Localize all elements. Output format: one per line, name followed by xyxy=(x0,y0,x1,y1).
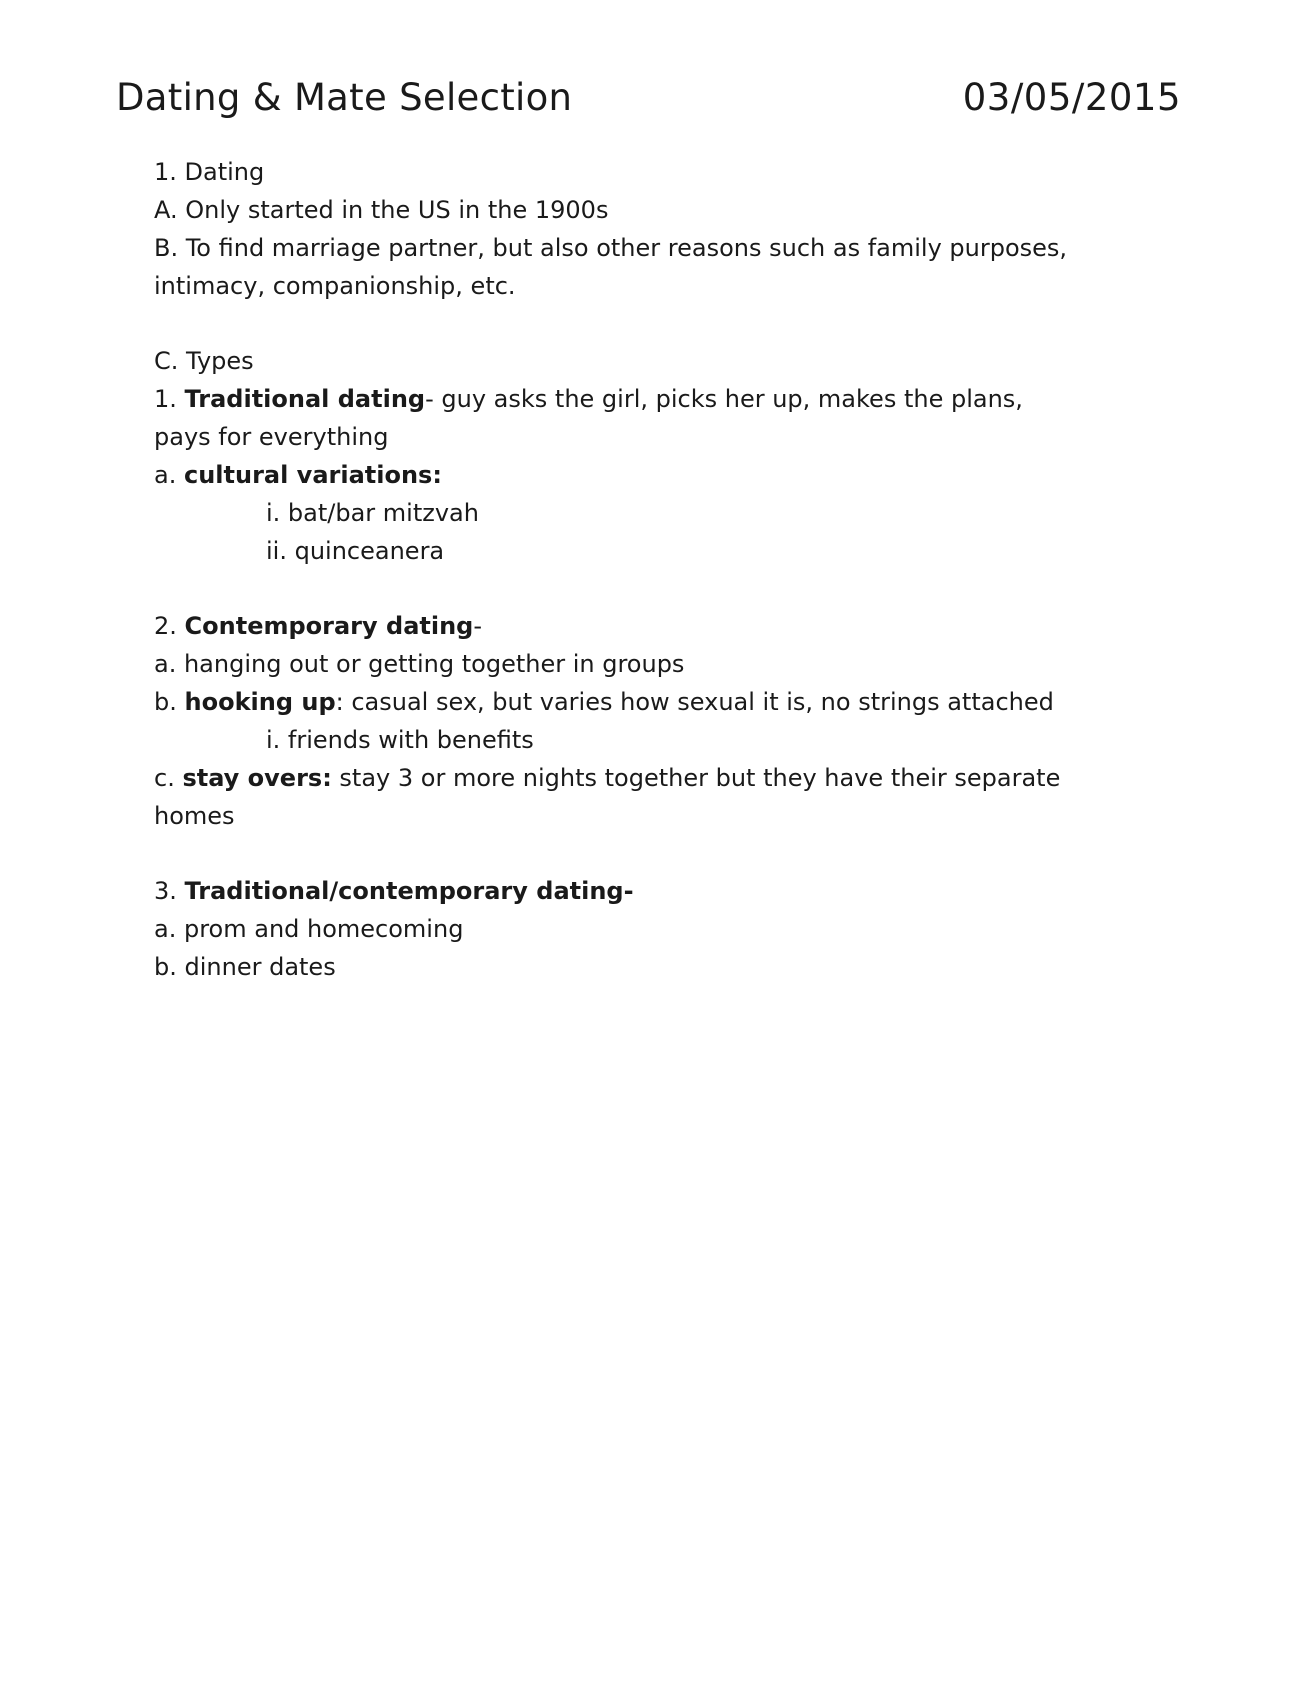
note-bold-term: Traditional/contemporary dating- xyxy=(184,877,634,905)
note-line: intimacy, companionship, etc. xyxy=(154,272,516,300)
note-line: pays for everything xyxy=(154,423,389,451)
note-line: C. Types xyxy=(154,347,254,375)
note-line: b. dinner dates xyxy=(154,953,336,981)
note-line-indented: i. bat/bar mitzvah xyxy=(266,499,479,527)
note-prefix: a. xyxy=(154,461,184,489)
note-line xyxy=(154,872,1154,910)
note-line xyxy=(154,380,1154,418)
note-text: : casual sex, but varies how sexual it is, no strings attached xyxy=(335,688,1054,716)
note-bold-term: hooking up xyxy=(184,688,336,716)
note-line-indented: i. friends with benefits xyxy=(266,726,534,754)
note-bold-term: Traditional dating xyxy=(184,385,426,413)
note-text: - guy asks the girl, picks her up, makes the plans, xyxy=(425,385,1023,413)
note-bold-term: stay overs: xyxy=(182,764,332,792)
note-line: A. Only started in the US in the 1900s xyxy=(154,196,609,224)
page-title: Dating & Mate Selection xyxy=(116,76,573,119)
note-prefix: 2. xyxy=(154,612,185,640)
note-prefix: 3. xyxy=(154,877,185,905)
notes-body xyxy=(154,153,1154,986)
note-line xyxy=(154,683,1154,721)
note-line xyxy=(154,456,1154,494)
note-line: a. prom and homecoming xyxy=(154,915,464,943)
note-line xyxy=(154,759,1154,797)
note-line: homes xyxy=(154,802,235,830)
page-date: 03/05/2015 xyxy=(962,76,1181,119)
note-line-indented: ii. quinceanera xyxy=(266,537,445,565)
note-line: a. hanging out or getting together in groups xyxy=(154,650,685,678)
note-text: - xyxy=(473,612,483,640)
paragraph-gap xyxy=(154,305,1154,342)
note-text: stay 3 or more nights together but they have their separate xyxy=(331,764,1061,792)
note-line xyxy=(154,607,1154,645)
note-bold-term: Contemporary dating xyxy=(184,612,474,640)
paragraph-gap xyxy=(154,835,1154,872)
note-line: 1. Dating xyxy=(154,158,265,186)
note-bold-term: cultural variations: xyxy=(183,461,442,489)
paragraph-gap xyxy=(154,570,1154,607)
note-line: B. To find marriage partner, but also other reasons such as family purposes, xyxy=(154,234,1068,262)
note-prefix: b. xyxy=(154,688,185,716)
note-prefix: 1. xyxy=(154,385,185,413)
note-prefix: c. xyxy=(154,764,183,792)
